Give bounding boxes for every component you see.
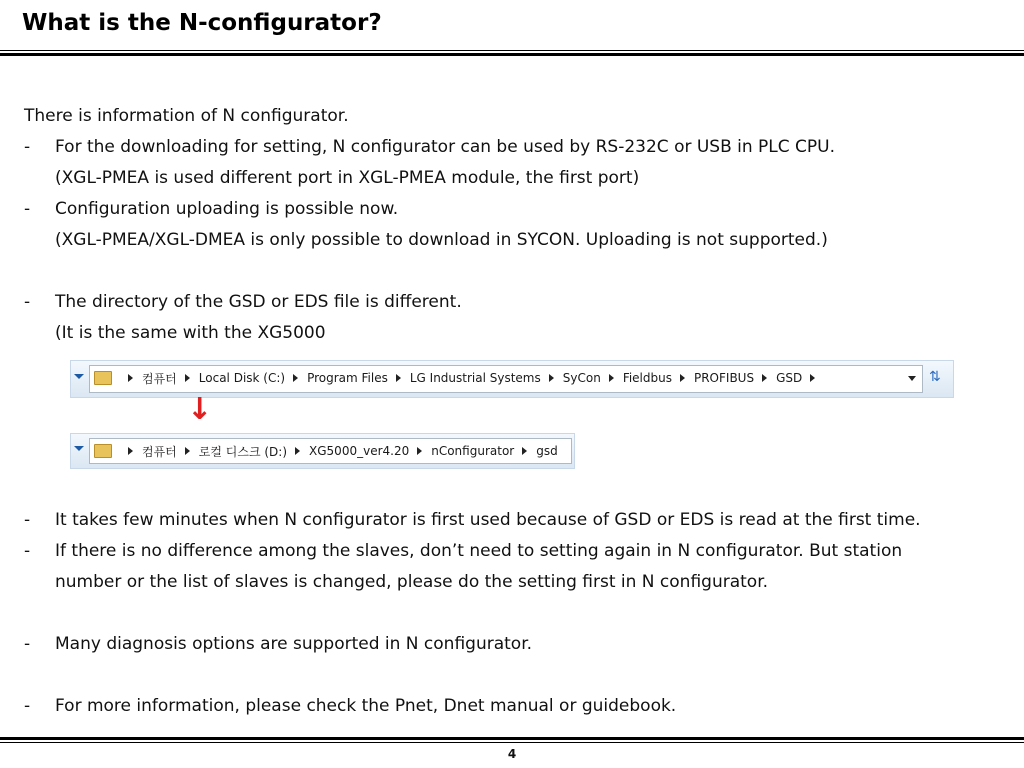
footer-rule-thin: [0, 742, 1024, 743]
breadcrumb-segment[interactable]: LG Industrial Systems: [409, 371, 541, 385]
bullet-dash: -: [24, 510, 31, 530]
back-nav-icon: [74, 374, 84, 379]
breadcrumb-segment[interactable]: Program Files: [307, 371, 388, 385]
item-slaves-cont: number or the list of slaves is changed, please do the setting first in N configurator.: [55, 572, 769, 592]
bullet-dash: -: [24, 292, 31, 312]
chevron-right-icon: [185, 374, 190, 382]
item-more-info: For more information, please check the Pnet, Dnet manual or guidebook.: [55, 696, 677, 716]
back-nav-icon: [74, 446, 84, 451]
breadcrumb-segment[interactable]: nConfigurator: [431, 444, 515, 458]
chevron-right-icon: [549, 374, 554, 382]
chevron-right-icon: [295, 447, 300, 455]
refresh-icon[interactable]: ⇅: [929, 369, 941, 385]
bullet-dash: -: [24, 696, 31, 716]
title-rule-thin: [0, 50, 1024, 51]
item-upload-note: (XGL-PMEA/XGL-DMEA is only possible to download in SYCON. Uploading is not supported.): [55, 230, 828, 250]
chevron-right-icon: [762, 374, 767, 382]
page-title: What is the N-configurator?: [22, 10, 382, 36]
chevron-right-icon: [417, 447, 422, 455]
chevron-right-icon: [185, 447, 190, 455]
item-directory: The directory of the GSD or EDS file is different.: [55, 292, 462, 312]
item-upload: Configuration uploading is possible now.: [55, 199, 399, 219]
old-path-breadcrumb: [94, 366, 824, 390]
item-directory-note: (It is the same with the XG5000: [55, 323, 326, 343]
item-download: For the downloading for setting, N configurator can be used by RS-232C or USB in PLC CPU.: [55, 137, 836, 157]
chevron-right-icon: [609, 374, 614, 382]
bullet-dash: -: [24, 541, 31, 561]
item-download-note: (XGL-PMEA is used different port in XGL-PMEA module, the first port): [55, 168, 640, 188]
chevron-right-icon: [128, 374, 133, 382]
item-slaves: If there is no difference among the slaves, don’t need to setting again in N configurator. But station: [55, 541, 903, 561]
chevron-right-icon: [396, 374, 401, 382]
bullet-dash: -: [24, 137, 31, 157]
title-rule-thick: [0, 53, 1024, 56]
folder-icon: [94, 371, 112, 385]
item-first-use: It takes few minutes when N configurator is first used because of GSD or EDS is read at the first time.: [55, 510, 921, 530]
breadcrumb-segment[interactable]: 로컬 디스크 (D:): [198, 444, 288, 459]
new-path-address-bar: [70, 433, 575, 469]
dropdown-arrow-icon[interactable]: [908, 376, 916, 381]
chevron-right-icon: [293, 374, 298, 382]
page-number: 4: [507, 747, 517, 761]
breadcrumb-segment[interactable]: PROFIBUS: [693, 371, 755, 385]
new-path-breadcrumb: [94, 439, 558, 463]
chevron-right-icon: [522, 447, 527, 455]
breadcrumb-segment[interactable]: GSD: [776, 371, 803, 385]
breadcrumb-segment[interactable]: XG5000_ver4.20: [309, 444, 410, 458]
breadcrumb-segment[interactable]: Local Disk (C:): [198, 371, 286, 385]
chevron-right-icon: [680, 374, 685, 382]
bullet-dash: -: [24, 634, 31, 654]
chevron-right-icon: [810, 374, 815, 382]
breadcrumb-segment[interactable]: Fieldbus: [622, 371, 672, 385]
intro-text: There is information of N configurator.: [24, 106, 349, 126]
footer-rule-thick: [0, 737, 1024, 740]
breadcrumb-segment[interactable]: 컴퓨터: [142, 444, 177, 459]
item-diagnosis: Many diagnosis options are supported in N configurator.: [55, 634, 533, 654]
down-arrow-icon: ↓: [187, 392, 213, 427]
chevron-right-icon: [128, 447, 133, 455]
breadcrumb-segment[interactable]: 컴퓨터: [142, 371, 177, 386]
breadcrumb-segment[interactable]: SyCon: [562, 371, 601, 385]
folder-icon: [94, 444, 112, 458]
breadcrumb-segment[interactable]: gsd: [536, 444, 558, 458]
bullet-dash: -: [24, 199, 31, 219]
